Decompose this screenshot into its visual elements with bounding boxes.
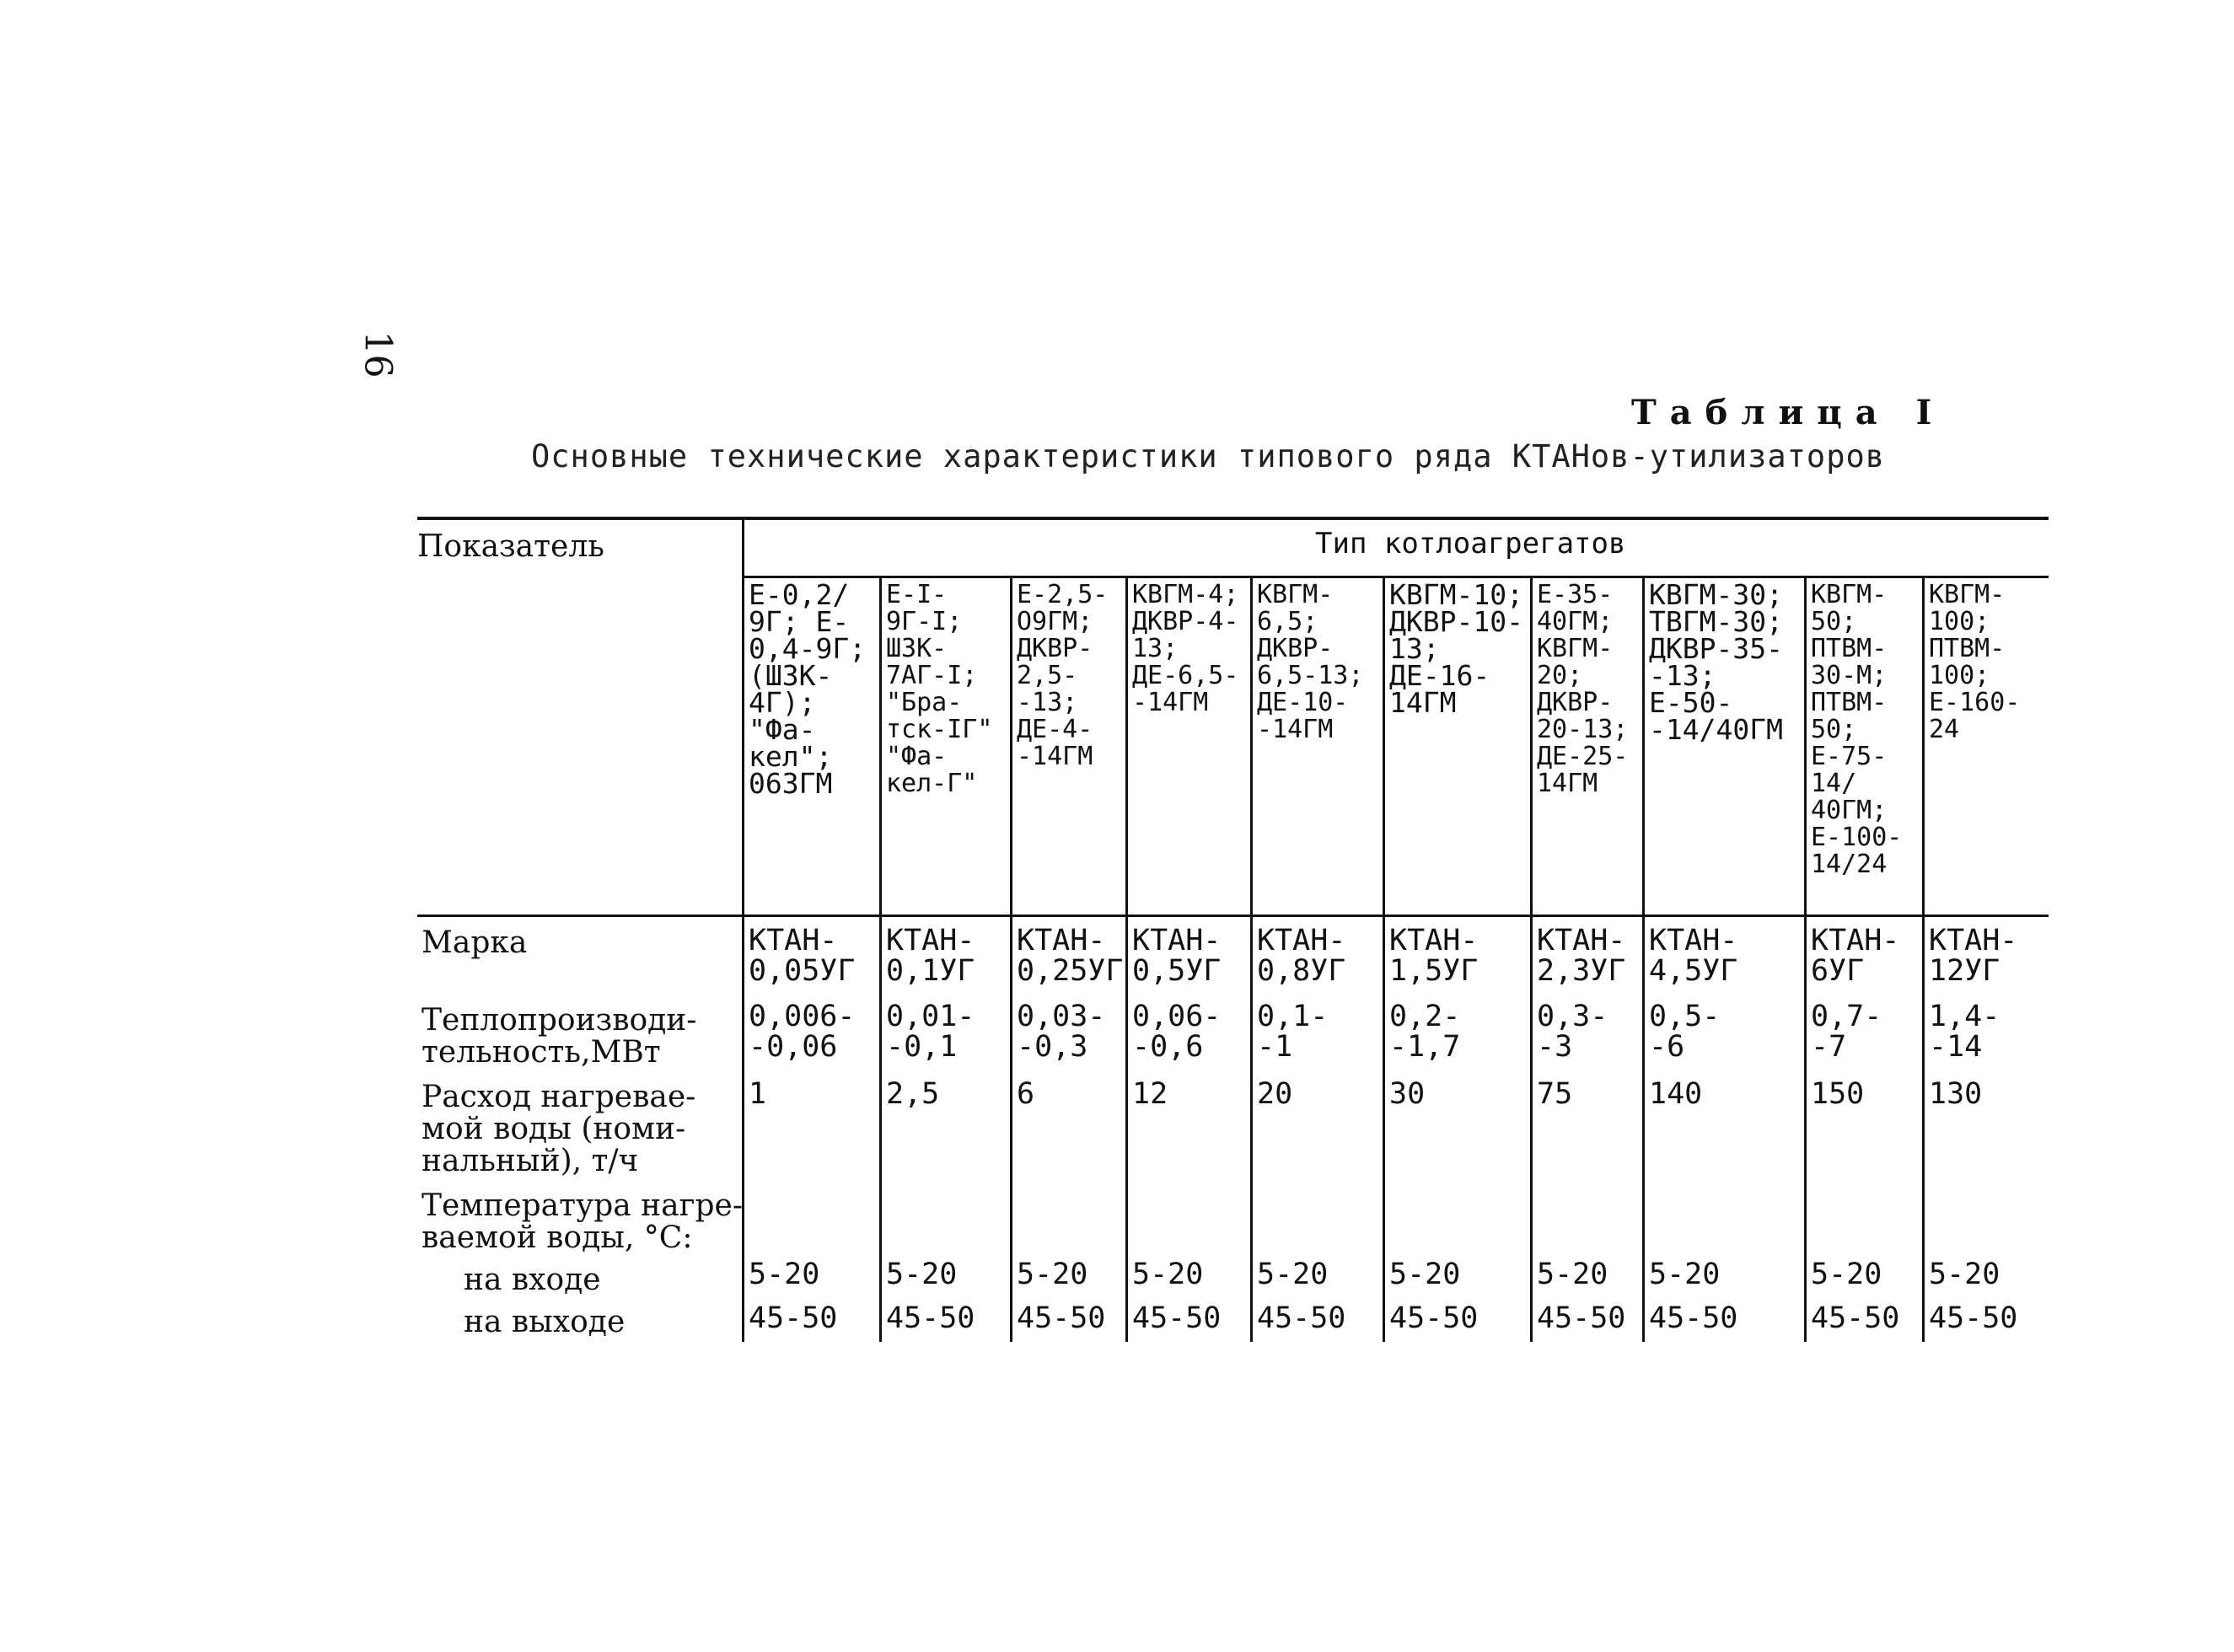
row-temp-out-value: 45-50 xyxy=(1132,1301,1222,1335)
row-marka-value: КТАН- 12УГ xyxy=(1929,924,2018,988)
row-temp-out-value: 45-50 xyxy=(1649,1301,1738,1335)
table-caption: Основные технические характеристики типового ряда КТАНов-утилизаторов xyxy=(531,438,1886,475)
row-temp-in-value: 5-20 xyxy=(749,1258,820,1291)
row-capacity-value: 0,7- -7 xyxy=(1811,1000,1882,1064)
column-header-boiler-types: КВГМ-30; ТВГМ-30; ДКВР-35- -13; Е-50- -14/40ГМ xyxy=(1649,582,1783,743)
row-capacity-value: 0,06- -0,6 xyxy=(1132,1000,1222,1064)
row-temp-in-value: 5-20 xyxy=(1649,1258,1721,1291)
row-flow-value: 140 xyxy=(1649,1077,1703,1111)
column-divider-line xyxy=(1922,578,1925,1342)
row-flow-value: 12 xyxy=(1132,1077,1168,1111)
row-temp-in-value: 5-20 xyxy=(1389,1258,1461,1291)
row-marka-value: КТАН- 0,1УГ xyxy=(886,924,975,988)
row-marka-value: КТАН- 2,3УГ xyxy=(1537,924,1626,988)
row-temp-out-value: 45-50 xyxy=(1389,1301,1479,1335)
row-flow-value: 2,5 xyxy=(886,1077,940,1111)
column-header-boiler-types: КВГМ-4; ДКВР-4- 13; ДЕ-6,5- -14ГМ xyxy=(1132,582,1239,716)
boiler-types-header: Тип котлоагрегатов xyxy=(1315,527,1626,560)
row-marka-label: Марка xyxy=(422,925,528,960)
column-header-boiler-types: КВГМ-10; ДКВР-10- 13; ДЕ-16- 14ГМ xyxy=(1389,582,1523,716)
row-capacity-value: 0,5- -6 xyxy=(1649,1000,1721,1064)
row-capacity-value: 0,3- -3 xyxy=(1537,1000,1608,1064)
row-temperature-label: Температура нагре- ваемой воды, °С: xyxy=(422,1188,744,1255)
row-temp-out-value: 45-50 xyxy=(1929,1301,2018,1335)
row-marka-value: КТАН- 4,5УГ xyxy=(1649,924,1738,988)
row-temp-out-value: 45-50 xyxy=(1537,1301,1626,1335)
row-temp-out-value: 45-50 xyxy=(886,1301,975,1335)
row-temp-in-value: 5-20 xyxy=(1257,1258,1329,1291)
row-capacity-value: 0,1- -1 xyxy=(1257,1000,1329,1064)
table-label: Таблица I xyxy=(1631,393,1946,432)
column-divider-line xyxy=(879,578,882,1342)
row-capacity-value: 0,2- -1,7 xyxy=(1389,1000,1461,1064)
row-temp-out-value: 45-50 xyxy=(749,1301,838,1335)
row-flow-value: 20 xyxy=(1257,1077,1293,1111)
row-temp-out-label: на выходе xyxy=(464,1305,626,1339)
row-marka-value: КТАН- 0,5УГ xyxy=(1132,924,1222,988)
row-flow-value: 150 xyxy=(1811,1077,1865,1111)
row-temp-out-value: 45-50 xyxy=(1257,1301,1346,1335)
row-flow-value: 75 xyxy=(1537,1077,1573,1111)
row-temp-in-value: 5-20 xyxy=(1132,1258,1204,1291)
row-flow-value: 130 xyxy=(1929,1077,1983,1111)
column-header-boiler-types: Е-0,2/ 9Г; Е- 0,4-9Г; (ШЗК- 4Г); "Фа- кел"; 063ГМ xyxy=(749,582,867,797)
row-temp-in-value: 5-20 xyxy=(1537,1258,1608,1291)
column-header-boiler-types: КВГМ- 50; ПТВМ- 30-М; ПТВМ- 50; Е-75- 14/ 40ГМ; Е-100- 14/24 xyxy=(1811,582,1903,878)
row-capacity-value: 0,01- -0,1 xyxy=(886,1000,975,1064)
row-capacity-value: 0,03- -0,3 xyxy=(1017,1000,1106,1064)
row-marka-value: КТАН- 0,05УГ xyxy=(749,924,856,988)
column-header-boiler-types: КВГМ- 100; ПТВМ- 100; Е-160- 24 xyxy=(1929,582,2021,743)
column-header-boiler-types: Е-I- 9Г-I; ШЗК- 7АГ-I; "Бра- тск-IГ" "Фа- кел-Г" xyxy=(886,582,993,797)
column-divider-line xyxy=(1250,578,1253,1342)
row-capacity-value: 1,4- -14 xyxy=(1929,1000,2000,1064)
row-temp-in-value: 5-20 xyxy=(1811,1258,1882,1291)
row-flow-value: 6 xyxy=(1017,1077,1035,1111)
row-flow-value: 30 xyxy=(1389,1077,1426,1111)
row-flow-value: 1 xyxy=(749,1077,767,1111)
row-temp-in-label: на входе xyxy=(464,1263,601,1297)
column-divider-line xyxy=(1010,578,1012,1342)
row-marka-value: КТАН- 1,5УГ xyxy=(1389,924,1479,988)
column-header-boiler-types: КВГМ- 6,5; ДКВР- 6,5-13; ДЕ-10- -14ГМ xyxy=(1257,582,1364,743)
row-temp-out-value: 45-50 xyxy=(1017,1301,1106,1335)
row-temp-out-value: 45-50 xyxy=(1811,1301,1900,1335)
row-flow-label: Расход нагревае- мой воды (номи- нальный), т/ч xyxy=(422,1080,696,1178)
column-divider-line xyxy=(1383,578,1385,1342)
page-number: 16 xyxy=(356,330,400,378)
row-capacity-value: 0,006- -0,06 xyxy=(749,1000,856,1064)
row-marka-value: КТАН- 6УГ xyxy=(1811,924,1900,988)
row-temp-in-value: 5-20 xyxy=(886,1258,958,1291)
indicator-header: Показатель xyxy=(417,529,604,564)
column-divider-line xyxy=(1125,578,1128,1342)
row-temp-in-value: 5-20 xyxy=(1929,1258,2000,1291)
table-top-rule xyxy=(417,517,2049,520)
row-marka-value: КТАН- 0,8УГ xyxy=(1257,924,1346,988)
row-capacity-label: Теплопроизводи- тельность,МВт xyxy=(422,1003,697,1070)
column-divider-line xyxy=(1530,578,1533,1342)
column-divider-line xyxy=(1642,578,1645,1342)
header-sub-rule xyxy=(742,576,2049,578)
row-temp-in-value: 5-20 xyxy=(1017,1258,1088,1291)
column-header-boiler-types: Е-35- 40ГМ; КВГМ- 20; ДКВР- 20-13; ДЕ-25- 14ГМ xyxy=(1537,582,1629,797)
column-divider-line xyxy=(1804,578,1807,1342)
column-header-boiler-types: Е-2,5- О9ГМ; ДКВР- 2,5- -13; ДЕ-4- -14ГМ xyxy=(1017,582,1109,770)
row-marka-value: КТАН- 0,25УГ xyxy=(1017,924,1124,988)
